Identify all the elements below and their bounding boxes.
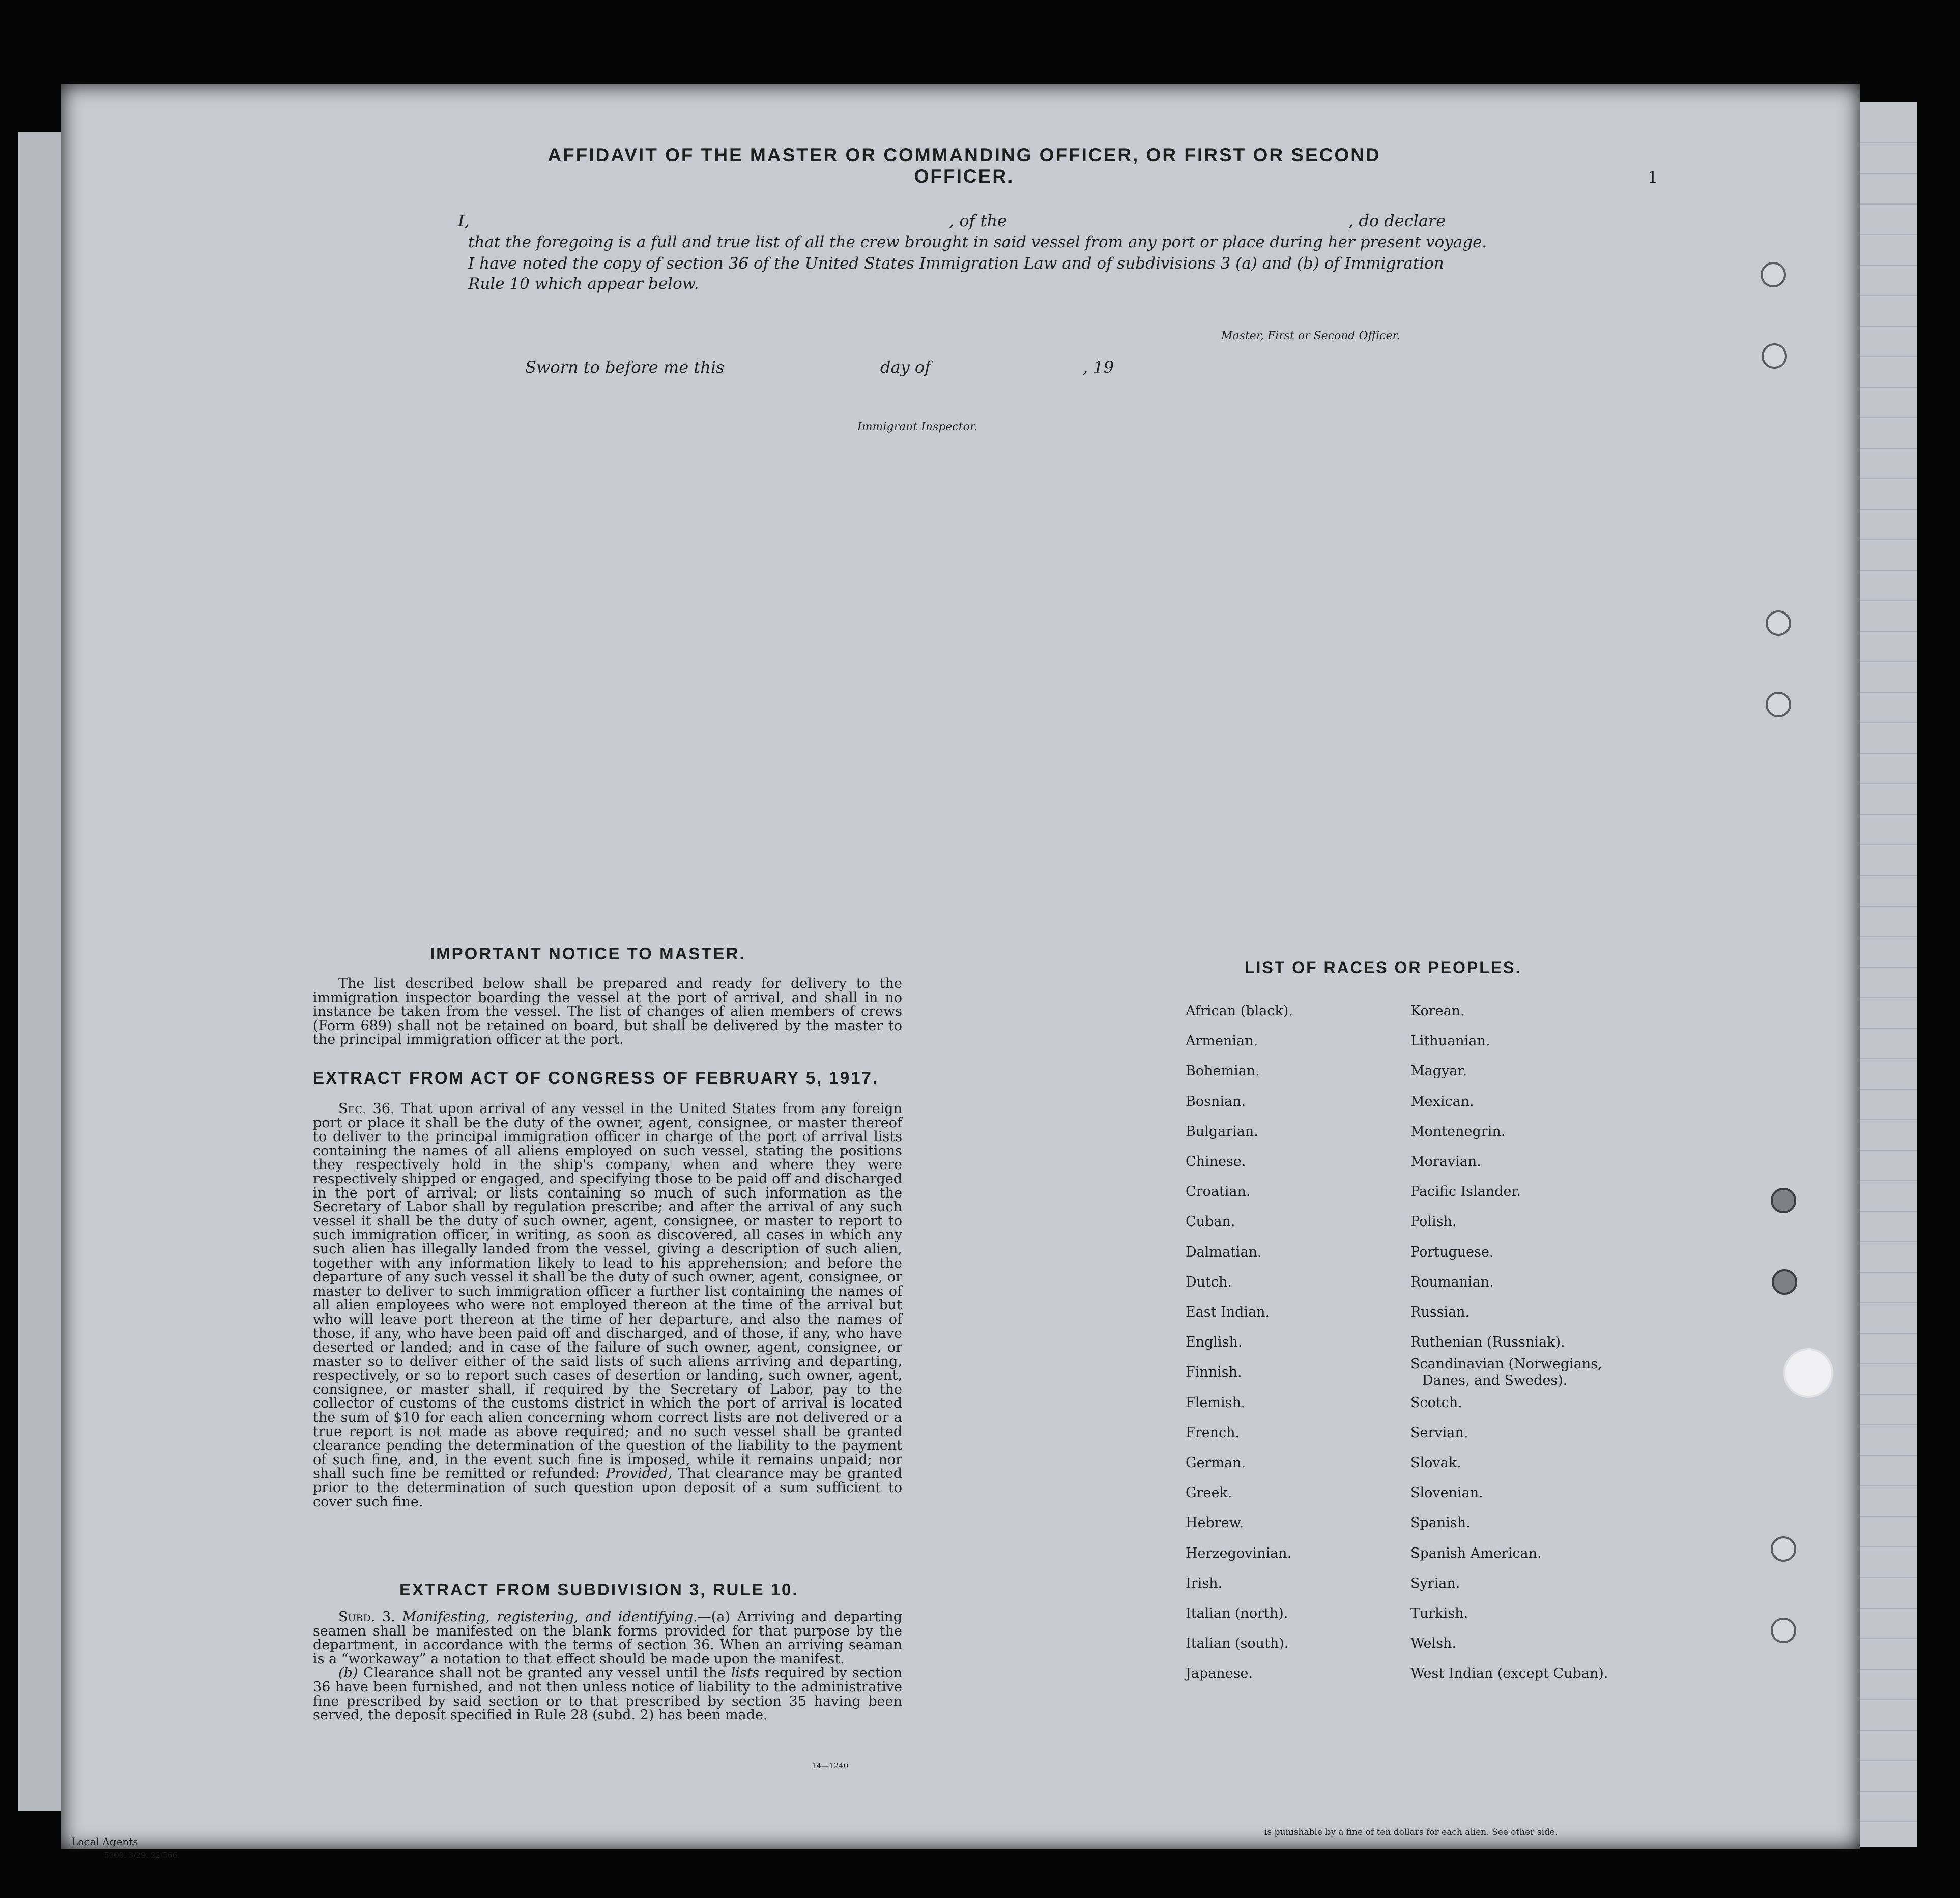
act-text-block <box>313 1102 902 1509</box>
races-heading: LIST OF RACES OR PEOPLES. <box>1245 958 1522 977</box>
race-item: Turkish. <box>1410 1605 1468 1621</box>
binder-hole-icon <box>1771 1536 1796 1562</box>
race-item: Armenian. <box>1186 1033 1258 1049</box>
race-item: Moravian. <box>1410 1154 1481 1170</box>
race-item: Polish. <box>1410 1214 1457 1230</box>
race-item: French. <box>1186 1424 1240 1441</box>
notice-text: The list described below shall be prepared and ready for delivery to the immigration inspector boarding the vessel at the port of arrival, and shall in no instance be taken from the vessel. The list of changes of alien members of crews (Form 689) shall not be retained on board, but shall be delivered by the master to the principal immigration officer at the port. <box>313 976 902 1048</box>
race-item: Pacific Islander. <box>1410 1184 1521 1200</box>
race-item: Hebrew. <box>1186 1515 1244 1531</box>
sworn-label: Sworn to before me this <box>525 358 725 377</box>
race-item: Irish. <box>1186 1575 1223 1591</box>
binder-hole-icon <box>1771 1188 1796 1213</box>
race-item: Bohemian. <box>1186 1063 1260 1079</box>
proviso-text: That clearance may be granted prior to the determination of such question upon deposit of a sum sufficient to cover such fine. <box>313 1466 902 1510</box>
race-item: Dalmatian. <box>1186 1244 1262 1260</box>
race-item: African (black). <box>1186 1003 1293 1019</box>
race-item: Syrian. <box>1410 1575 1460 1591</box>
race-item: Dutch. <box>1186 1274 1232 1290</box>
proviso-word: Provided, <box>606 1466 672 1482</box>
race-item: Mexican. <box>1410 1093 1474 1109</box>
paragraph-b-post: required by section 36 have been furnished, and not then unless notice of liability to the administrative fine prescribed by said section or to that prescribed by section 35 having been served, the deposit specified in Rule 28 (subd. 2) has been made. <box>313 1665 902 1724</box>
race-item: Italian (north). <box>1186 1605 1288 1621</box>
race-item: Slovak. <box>1410 1455 1461 1471</box>
form-number: 14—1240 <box>812 1761 849 1770</box>
race-item: Chinese. <box>1186 1154 1246 1170</box>
binder-hole-icon <box>1761 262 1786 287</box>
affidavit-line-2: that the foregoing is a full and true list of all the crew brought in said vessel from any port or place during her present voyage. <box>468 233 1487 251</box>
binder-hole-icon <box>1762 343 1787 369</box>
affidavit-name-lead: I, <box>458 211 470 230</box>
race-item: German. <box>1186 1455 1246 1471</box>
inspector-signature-label: Immigrant Inspector. <box>857 421 977 433</box>
race-item: Portuguese. <box>1410 1244 1494 1260</box>
race-item: Bosnian. <box>1186 1093 1246 1109</box>
race-item: English. <box>1186 1334 1243 1351</box>
paragraph-b-label: (b) <box>338 1665 358 1681</box>
affidavit-of-the: , of the <box>949 211 1007 230</box>
notice-text-block <box>313 977 902 1047</box>
race-item: Scandinavian (Norwegians, <box>1410 1356 1602 1373</box>
race-item: Croatian. <box>1186 1184 1251 1200</box>
affidavit-sheet <box>61 84 1860 1849</box>
notice-heading: IMPORTANT NOTICE TO MASTER. <box>430 944 746 963</box>
day-of-label: day of <box>880 358 931 377</box>
binder-hole-icon <box>1766 692 1791 717</box>
race-item: Slovenian. <box>1410 1485 1483 1501</box>
race-item: Finnish. <box>1186 1364 1242 1381</box>
race-item: Italian (south). <box>1186 1636 1289 1652</box>
subdivision-label: Subd. 3. <box>338 1609 395 1625</box>
race-item: Magyar. <box>1410 1063 1467 1079</box>
local-agents-label: Local Agents <box>71 1835 138 1848</box>
race-item: Scotch. <box>1410 1394 1462 1411</box>
race-item: Lithuanian. <box>1410 1033 1490 1049</box>
affidavit-line-3: I have noted the copy of section 36 of the United States Immigration Law and of subdivisions 3 (a) and (b) of Immigration <box>468 254 1444 273</box>
race-item: Spanish American. <box>1410 1545 1542 1561</box>
master-signature-label: Master, First or Second Officer. <box>1221 330 1400 342</box>
paragraph-b-pre: Clearance shall not be granted any vessel until the <box>363 1665 726 1681</box>
race-item: Spanish. <box>1410 1515 1471 1531</box>
race-item: Montenegrin. <box>1410 1123 1506 1140</box>
subdivision-title: Manifesting, registering, and identifying. <box>402 1609 698 1625</box>
race-item: East Indian. <box>1186 1304 1270 1320</box>
affidavit-do-declare: , do declare <box>1348 211 1446 230</box>
bottom-note: is punishable by a fine of ten dollars for each alien. See other side. <box>1264 1827 1558 1837</box>
race-item: Servian. <box>1410 1424 1468 1441</box>
paragraph-b-lists: lists <box>731 1665 760 1681</box>
affidavit-line-4: Rule 10 which appear below. <box>468 275 699 293</box>
binder-hole-icon <box>1772 1269 1797 1295</box>
rule-heading: EXTRACT FROM SUBDIVISION 3, RULE 10. <box>399 1580 799 1599</box>
rule-text-block <box>313 1610 902 1722</box>
race-item: Herzegovinian. <box>1186 1545 1292 1561</box>
race-item: Japanese. <box>1186 1666 1253 1682</box>
act-heading: EXTRACT FROM ACT OF CONGRESS OF FEBRUARY 5, 1917. <box>313 1068 879 1087</box>
race-item: Flemish. <box>1186 1394 1246 1411</box>
race-item: Ruthenian (Russniak). <box>1410 1334 1565 1351</box>
print-code: 5000. 3/29. 22/566. <box>104 1851 180 1860</box>
year-label: , 19 <box>1083 358 1114 377</box>
race-item: Greek. <box>1186 1485 1232 1501</box>
section-label: Sec. 36. <box>338 1101 395 1117</box>
paragraph-a: —(a) Arriving and departing seamen shall be manifested on the blank forms provided for that purpose by the department, in accordance with the terms of section 36. When an arriving seaman is a “workaway” a notation to that effect should be made upon the manifest. <box>313 1609 902 1667</box>
affidavit-heading: AFFIDAVIT OF THE MASTER OR COMMANDING OFFICER, OR FIRST OR SECOND OFFICER. <box>547 144 1381 187</box>
race-item: Roumanian. <box>1410 1274 1494 1290</box>
race-item: Russian. <box>1410 1304 1470 1320</box>
binder-hole-icon <box>1766 610 1791 636</box>
binder-hole-icon <box>1771 1618 1796 1643</box>
act-text: That upon arrival of any vessel in the United States from any foreign port or place it shall be the duty of the owner, agent, consignee, or master thereof to deliver to the principal immigration officer in charge of the port of arrival lists containing the names of all aliens employed on such vessel, stating the positions they respectively hold in the ship's company, when and where they were respectively shipped or engaged, and specifying those to be paid off and discharged in the port of arrival; or lists containing so much of such information as the Secretary of Labor shall by regulation prescribe; and after the arrival of any such vessel it shall be the duty of such owner, agent, consignee, or master to report to such immigration officer, in writing, as soon as discovered, all cases in which any such alien has illegally landed from the vessel, giving a description of such alien, together with any information likely to lead to his apprehension; and before the departure of any such vessel it shall be the duty of such owner, agent, consignee, or master to deliver to such immigration officer a further list containing the names of all alien employees who were not employed thereon at the time of the arrival but who will leave port thereon at the time of her departure, and also the names of those, if any, who have been paid off and discharged, and of those, if any, who have deserted or landed; and in case of the failure of such owner, agent, consignee, or master so to deliver either of the said lists of such aliens arriving and departing, respectively, or so to report such cases of desertion or landing, such owner, agent, consignee, or master shall, if required by the Secretary of Labor, pay to the collector of customs of the customs district in which the port of arrival is located the sum of $10 for each alien concerning whom correct lists are not delivered or a true report is not made as above required; and no such vessel shall be granted clearance pending the determination of the question of the liability to the payment of such fine, and, in the event such fine is imposed, while it remains unpaid; nor shall such fine be remitted or refunded: <box>313 1101 902 1482</box>
paper-tear-mark-icon <box>1783 1348 1833 1398</box>
race-item: Korean. <box>1410 1003 1465 1019</box>
race-item: Welsh. <box>1410 1636 1456 1652</box>
race-item: Bulgarian. <box>1186 1123 1258 1140</box>
race-item: West Indian (except Cuban). <box>1410 1666 1608 1682</box>
margin-mark: 1 <box>1648 168 1658 187</box>
race-item: Danes, and Swedes). <box>1422 1373 1568 1389</box>
race-item: Cuban. <box>1186 1214 1235 1230</box>
